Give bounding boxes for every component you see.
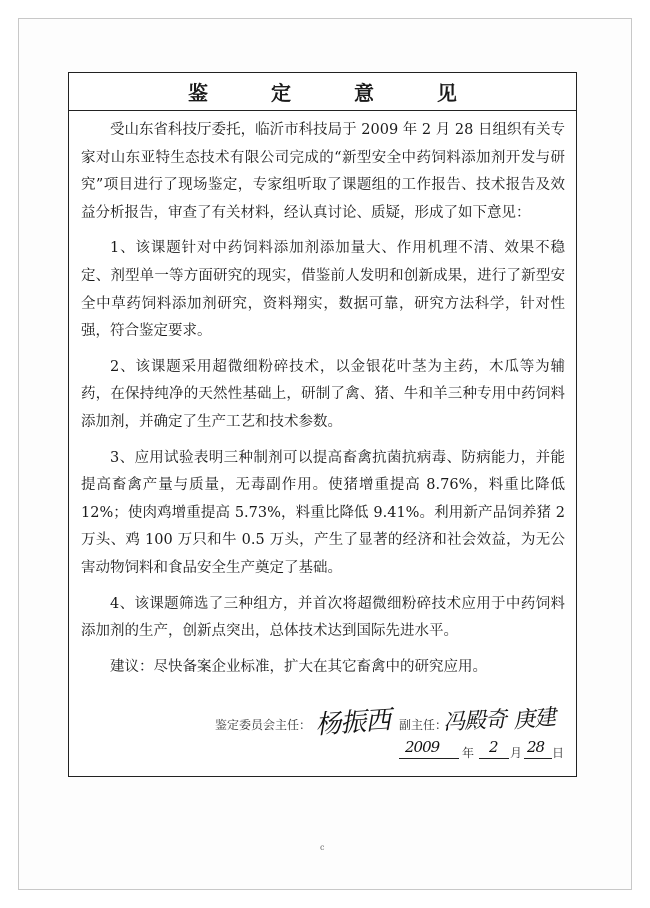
- opinion-item-3: 3、应用试验表明三种制剂可以提高畜禽抗菌抗病毒、防病能力，并能提高畜禽产量与质量，无毒副作用。使猪增重提高 8.76%，料重比降低 12%；使肉鸡增重提高 5.73%，料重比降低 9.41%。利用新产品饲养猪 2 万头、鸡 100 万只和牛 0.5 万头，产生了显著的经济和社会效益，为无公害动物饲料和食品安全生产奠定了基础。: [81, 449, 565, 576]
- date-month-unit: 月: [510, 746, 523, 760]
- vice-chair-signature-2: 庚建: [512, 705, 557, 734]
- day-underline: [524, 758, 552, 759]
- date-day: 28: [527, 738, 545, 756]
- chair-label: 鉴定委员会主任：: [215, 718, 312, 732]
- opinion-item-2: 2、该课题采用超微细粉碎技术，以金银花叶茎为主药，木瓜等为辅药，在保持纯净的天然性基础上，研制了禽、猪、牛和羊三种专用中药饲料添加剂，并确定了生产工艺和技术参数。: [81, 358, 565, 430]
- date-block: [69, 738, 576, 762]
- opinion-item-4: 4、该课题筛选了三种组方，并首次将超微细粉碎技术应用于中药饲料添加剂的生产，创新点突出，总体技术达到国际先进水平。: [81, 595, 565, 640]
- vice-chair-label: 副主任：: [399, 718, 448, 732]
- date-day-unit: 日: [552, 746, 565, 760]
- appraisal-opinion-form: [68, 72, 577, 777]
- month-underline: [479, 758, 509, 759]
- intro-paragraph: 受山东省科技厅委托，临沂市科技局于 2009 年 2 月 28 日组织有关专家对山东亚特生态技术有限公司完成的“新型安全中药饲料添加剂开发与研究”项目进行了现场鉴定，专家组听取了课题组的工作报告、技术报告及效益分析报告，审查了有关材料，经认真讨论、质疑，形成了如下意见：: [81, 122, 565, 221]
- form-title: 鉴 定 意 见: [188, 81, 485, 105]
- suggestion-paragraph: 建议：尽快备案企业标准，扩大在其它畜禽中的研究应用。: [110, 658, 487, 675]
- opinion-item-1: 1、该课题针对中药饲料添加剂添加量大、作用机理不清、效果不稳定、剂型单一等方面研究的现实，借鉴前人发明和创新成果，进行了新型安全中草药饲料添加剂研究，资料翔实，数据可靠，研究方法科学，针对性强，符合鉴定要求。: [81, 240, 565, 340]
- chair-signature: 杨振西: [314, 705, 392, 741]
- opinion-body: [81, 117, 565, 681]
- title-row: [69, 73, 576, 111]
- vice-chair-signature-1: 冯殿奇: [442, 707, 507, 736]
- page-mark: c: [320, 843, 325, 852]
- year-underline: [399, 758, 459, 759]
- date-year: 2009: [405, 738, 440, 756]
- date-month: 2: [489, 738, 498, 756]
- date-year-unit: 年: [462, 746, 475, 760]
